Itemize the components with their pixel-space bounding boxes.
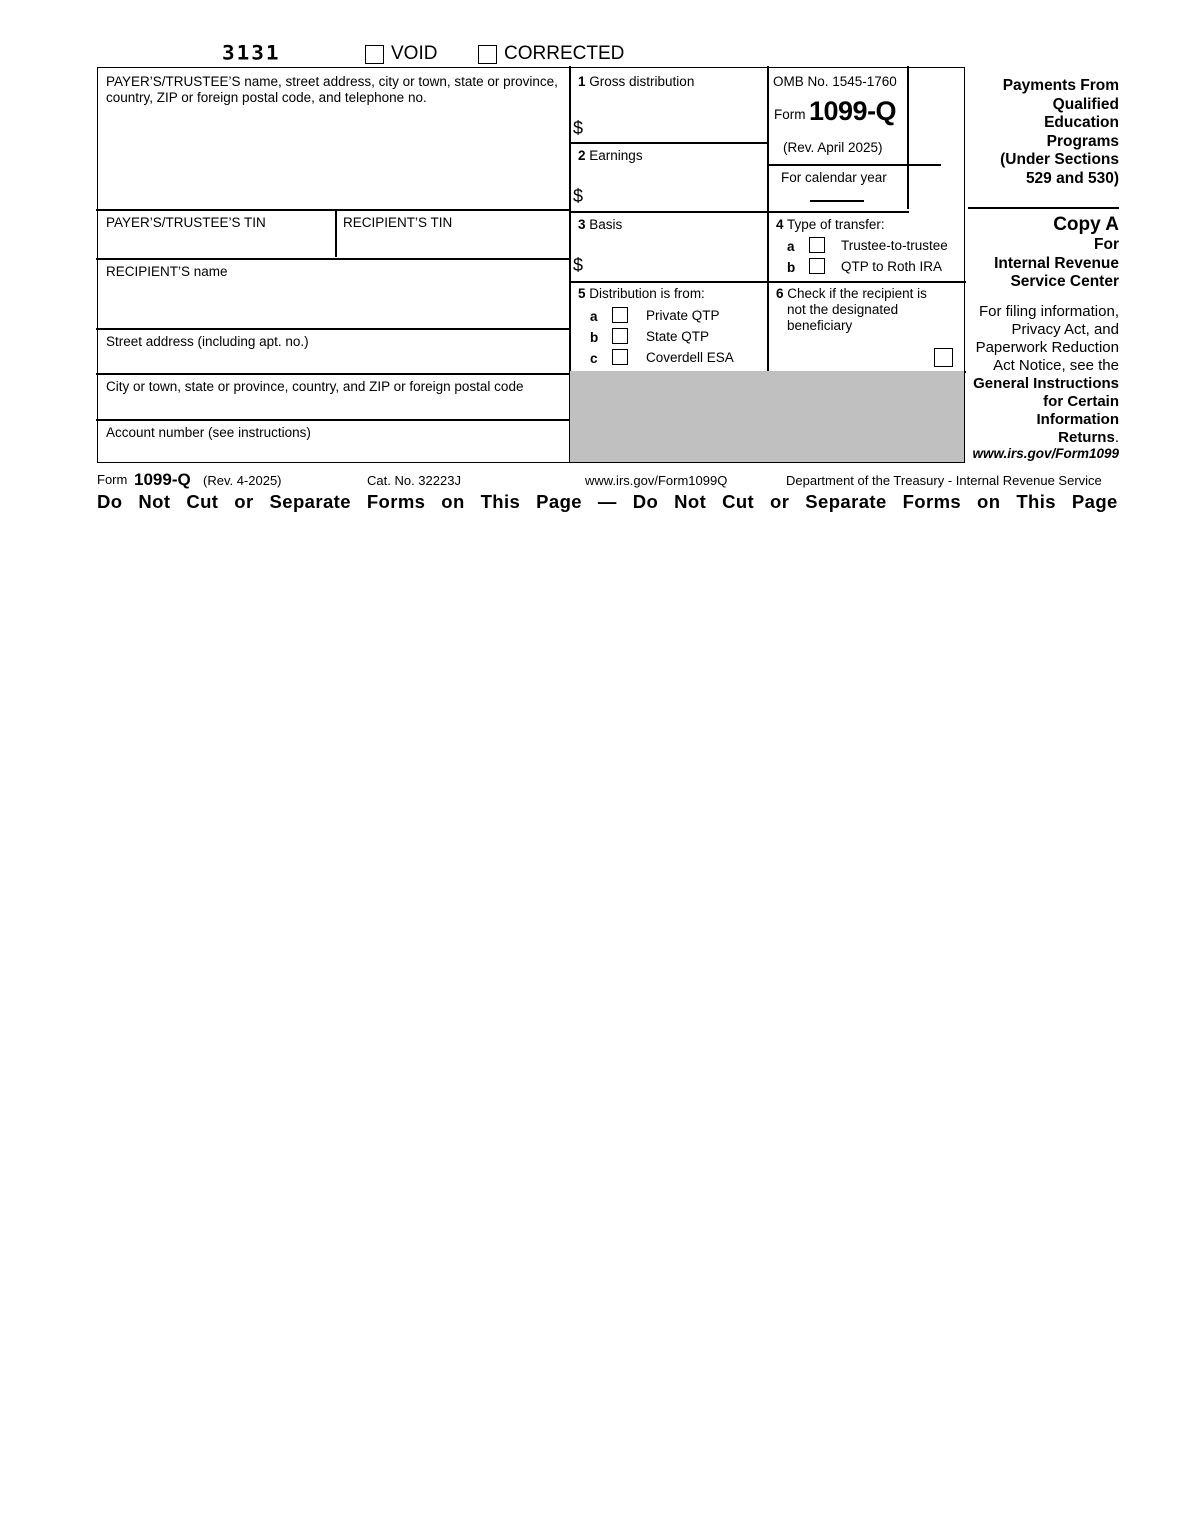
cut-warning-word: Do xyxy=(632,491,659,512)
box-3-currency-symbol: $ xyxy=(573,255,584,275)
notice-line-3: Paperwork Reduction xyxy=(975,339,1119,356)
box-4b-letter: b xyxy=(787,260,796,275)
box-6-checkbox[interactable] xyxy=(934,348,953,367)
cut-warning-word: Forms xyxy=(902,491,962,512)
cut-warning-word: — xyxy=(597,491,617,512)
box-2-currency-symbol: $ xyxy=(573,186,584,206)
box-4a-letter: a xyxy=(787,239,795,254)
cut-warning-word: Do xyxy=(97,491,123,512)
payer-trustee-block[interactable] xyxy=(98,68,569,209)
box-1-currency-symbol: $ xyxy=(573,118,584,138)
box-1-label: Gross distribution xyxy=(589,74,695,89)
recipient-name-field[interactable] xyxy=(98,258,569,328)
box-2-earnings[interactable] xyxy=(569,142,768,211)
box-4a-checkbox[interactable] xyxy=(809,237,825,253)
cut-warning-word: Forms xyxy=(366,491,426,512)
cut-warning-word: Cut xyxy=(186,491,219,512)
copy-a-block xyxy=(966,213,1119,292)
cut-warning-word: Not xyxy=(674,491,707,512)
street-address-field[interactable] xyxy=(98,328,569,373)
calendar-year-label: For calendar year xyxy=(781,170,887,185)
box-5c-checkbox[interactable] xyxy=(612,349,628,365)
irs-website-url[interactable]: www.irs.gov/Form1099 xyxy=(972,446,1119,461)
box-5a-letter: a xyxy=(590,309,598,324)
box-6-line2: not the designated xyxy=(787,302,899,317)
city-state-zip-label: City or town, state or province, country, and ZIP or foreign postal code xyxy=(106,379,524,394)
box-1-gross-distribution[interactable] xyxy=(569,68,768,142)
box-5-distribution-is-from xyxy=(569,281,768,371)
box-3-number: 3 xyxy=(578,217,586,232)
box-5c-text: Coverdell ESA xyxy=(646,350,734,365)
box-5a-text: Private QTP xyxy=(646,308,720,323)
street-address-label: Street address (including apt. no.) xyxy=(106,334,309,349)
account-number-field[interactable] xyxy=(98,419,569,464)
footer-meta-row xyxy=(97,470,1118,488)
corrected-label: CORRECTED xyxy=(504,43,625,64)
corrected-checkbox[interactable] xyxy=(478,45,497,64)
filing-notice-text xyxy=(966,303,1119,447)
account-number-label: Account number (see instructions) xyxy=(106,425,311,440)
footer-form-number: 1099-Q xyxy=(134,470,191,489)
city-state-zip-field[interactable] xyxy=(98,373,569,419)
title-line-2: Qualified xyxy=(1052,95,1119,113)
copy-irs-line1: Internal Revenue xyxy=(994,254,1119,272)
recipient-name-label: RECIPIENT’S name xyxy=(106,264,228,279)
do-not-cut-warning xyxy=(97,491,1118,513)
cut-warning-word: on xyxy=(441,491,465,512)
right-title-column xyxy=(966,67,1121,463)
calendar-year-input-rule[interactable] xyxy=(810,200,864,202)
form-title-block xyxy=(966,77,1119,188)
box-6-line1: Check if the recipient is xyxy=(787,286,927,301)
title-line-1: Payments From xyxy=(1002,77,1119,94)
copy-a-subheading xyxy=(966,236,1119,292)
notice-period: . xyxy=(1114,429,1119,446)
notice-bold-line-2: for Certain xyxy=(1043,393,1119,410)
title-line-4: Programs xyxy=(1046,132,1119,150)
notice-line-1: For filing information, xyxy=(978,303,1119,320)
footer-url[interactable]: www.irs.gov/Form1099Q xyxy=(585,473,728,488)
form-number: 1099-Q xyxy=(809,96,897,126)
box-5-number: 5 xyxy=(578,286,586,301)
cut-warning-word: or xyxy=(234,491,254,512)
box-5a-checkbox[interactable] xyxy=(612,307,628,323)
payer-tin-label: PAYER’S/TRUSTEE’S TIN xyxy=(106,215,266,230)
box-5b-checkbox[interactable] xyxy=(612,328,628,344)
form-word: Form xyxy=(774,107,806,122)
title-line-6: 529 and 530) xyxy=(1025,169,1119,187)
notice-bold-line-4: Returns xyxy=(1058,429,1115,446)
box-6-number: 6 xyxy=(776,286,784,301)
box-4-number: 4 xyxy=(776,217,784,232)
omb-block xyxy=(767,68,907,164)
cut-warning-word: Separate xyxy=(805,491,887,512)
box-4-type-of-transfer xyxy=(767,211,966,281)
box-6-recipient-not-designated-beneficiary xyxy=(767,281,966,371)
payer-label-line2: country, ZIP or foreign postal code, and telephone no. xyxy=(106,90,427,105)
box-3-basis[interactable] xyxy=(569,211,768,281)
cut-warning-word: Page xyxy=(1071,491,1118,512)
box-5-label: Distribution is from: xyxy=(589,286,705,301)
title-line-3: Education xyxy=(1044,114,1119,131)
box-3-label: Basis xyxy=(589,217,623,232)
payer-label-line1: PAYER’S/TRUSTEE’S name, street address, city or town, state or province, xyxy=(106,74,558,89)
copy-a-heading: Copy A xyxy=(1053,214,1119,235)
box-4b-text: QTP to Roth IRA xyxy=(841,259,943,274)
footer-department: Department of the Treasury - Internal Revenue Service xyxy=(786,473,1102,488)
cut-warning-word: Cut xyxy=(722,491,755,512)
copy-irs-line2: Service Center xyxy=(1010,273,1119,290)
footer-form-label: Form xyxy=(97,472,128,487)
notice-line-2: Privacy Act, and xyxy=(1011,321,1119,338)
form-revision: (Rev. April 2025) xyxy=(783,140,883,155)
omb-number: OMB No. 1545-1760 xyxy=(773,74,897,89)
recipient-tin-field[interactable] xyxy=(335,209,569,258)
vrule-omb-right xyxy=(907,66,909,209)
cut-warning-word: on xyxy=(977,491,1001,512)
notice-bold-line-1: General Instructions xyxy=(973,375,1119,392)
cut-warning-word: or xyxy=(770,491,790,512)
box-5c-letter: c xyxy=(590,351,598,366)
payer-tin-field[interactable] xyxy=(98,209,335,258)
box-6-line3: beneficiary xyxy=(787,318,853,333)
box-5b-text: State QTP xyxy=(646,329,710,344)
void-checkbox[interactable] xyxy=(365,45,384,64)
cut-warning-word: Page xyxy=(536,491,582,512)
notice-line-4: Act Notice, see the xyxy=(993,357,1119,374)
recipient-tin-label: RECIPIENT’S TIN xyxy=(343,215,453,230)
box-4b-checkbox[interactable] xyxy=(809,258,825,274)
void-label: VOID xyxy=(391,43,438,64)
shaded-reserved-area xyxy=(570,371,964,462)
for-calendar-year-block[interactable] xyxy=(767,164,907,211)
cut-warning-word: Not xyxy=(138,491,171,512)
cut-warning-word: This xyxy=(480,491,521,512)
cut-warning-word: Separate xyxy=(269,491,351,512)
box-4a-text: Trustee-to-trustee xyxy=(841,238,948,253)
ocr-form-code: 3131 xyxy=(222,42,281,65)
copy-for-word: For xyxy=(1094,236,1119,253)
title-divider-rule xyxy=(968,207,1119,209)
box-2-number: 2 xyxy=(578,148,586,163)
title-line-5: (Under Sections xyxy=(1000,151,1119,168)
box-2-label: Earnings xyxy=(589,148,643,163)
footer-form-revision: (Rev. 4-2025) xyxy=(203,473,282,488)
box-4-label: Type of transfer: xyxy=(787,217,885,232)
box-1-number: 1 xyxy=(578,74,586,89)
cut-warning-word: This xyxy=(1016,491,1056,512)
top-header-row xyxy=(97,42,1118,67)
notice-bold-line-3: Information xyxy=(1036,411,1119,428)
footer-catalog-number: Cat. No. 32223J xyxy=(367,473,461,488)
box-5b-letter: b xyxy=(590,330,599,345)
